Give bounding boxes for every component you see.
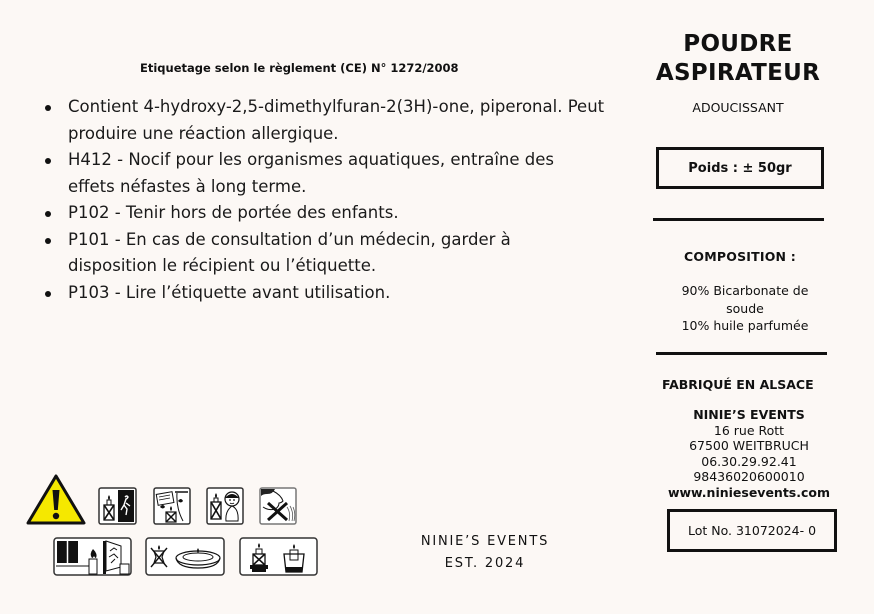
hazard-statement: H412 - Nocif pour les organismes aquatiques, entraîne des effets néfastes à long terme. (45, 147, 605, 200)
hazard-statements-list (45, 94, 605, 306)
candle-on-heat-resistant-surface-icon (145, 537, 225, 576)
hazard-statement: P103 - Lire l’étiquette avant utilisation. (45, 280, 605, 307)
warning-triangle-icon (26, 474, 86, 525)
candle-near-flammables-icon (153, 487, 191, 525)
composition-details: 90% Bicarbonate de soude 10% huile parfumée (681, 283, 809, 333)
weight-value: Poids : ± 50gr (688, 160, 792, 176)
product-subtitle: ADOUCISSANT (692, 100, 784, 115)
bullet-icon (45, 238, 51, 244)
regulation-heading: Etiquetage selon le règlement (CE) N° 1272/2008 (140, 61, 459, 75)
bullet-icon (45, 105, 51, 111)
company-name: NINIE’S EVENTS (693, 407, 805, 422)
brand-established: EST. 2024 (444, 556, 526, 571)
do-not-blow-candle-icon (259, 487, 297, 525)
company-city: 67500 WEITBRUCH (689, 438, 809, 453)
weight-box (656, 147, 824, 189)
candle-near-child-icon (206, 487, 244, 525)
hazard-statement: Contient 4-hydroxy-2,5-dimethylfuran-2(3H)-one, piperonal. Peut produire une réaction allergique. (45, 94, 605, 147)
company-phone: 06.30.29.92.41 (701, 453, 797, 469)
candle-in-container-icon (239, 537, 318, 576)
brand-footer (400, 531, 570, 575)
origin-heading: FABRIQUÉ EN ALSACE (662, 377, 814, 392)
hazard-statement: P102 - Tenir hors de portée des enfants. (45, 200, 605, 227)
lot-number: Lot No. 31072024- 0 (687, 523, 817, 538)
bullet-icon (45, 211, 51, 217)
company-website: www.niniesevents.com (667, 484, 831, 500)
bullet-icon (45, 158, 51, 164)
divider (656, 352, 827, 355)
company-address (650, 407, 848, 500)
company-street: 16 rue Rott (713, 422, 785, 438)
composition-title: COMPOSITION : (684, 249, 796, 264)
brand-name: NINIE’S EVENTS (420, 534, 550, 549)
divider (653, 218, 824, 221)
candle-draft-window-icon (53, 537, 132, 576)
lot-number-box (667, 509, 837, 552)
company-siret: 98436020600010 (693, 469, 805, 484)
hazard-statement: P101 - En cas de consultation d’un médecin, garder à disposition le récipient ou l’étiquette. (45, 227, 605, 280)
product-title: POUDRE ASPIRATEUR (655, 31, 821, 86)
bullet-icon (45, 291, 51, 297)
candle-near-exit-icon (98, 487, 137, 525)
